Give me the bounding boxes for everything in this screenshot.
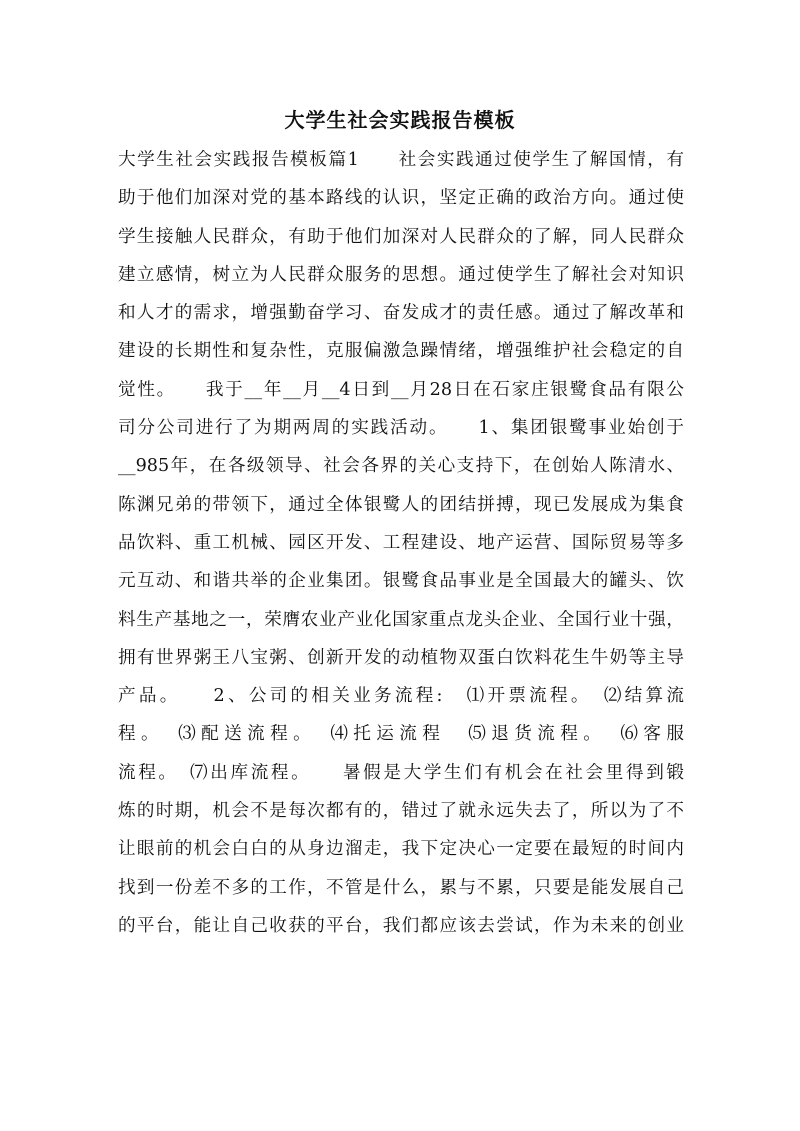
body-line: 建设的长期性和复杂性，克服偏激急躁情绪，增强维护社会稳定的自 bbox=[118, 341, 684, 362]
body-line: 炼的时期，机会不是每次都有的，错过了就永远失去了，所以为了不 bbox=[118, 801, 684, 822]
body-line: 找到一份差不多的工作，不管是什么，累与不累，只要是能发展自己 bbox=[118, 877, 684, 898]
body-line: 和人才的需求，增强勤奋学习、奋发成才的责任感。通过了解改革和 bbox=[118, 303, 684, 324]
body-line: 陈渊兄弟的带领下，通过全体银鹭人的团结拼搏，现已发展成为集食 bbox=[118, 494, 684, 515]
document-body bbox=[118, 144, 684, 948]
body-line: 助于他们加深对党的基本路线的认识，坚定正确的政治方向。通过使 bbox=[118, 188, 684, 209]
body-line: 学生接触人民群众，有助于他们加深对人民群众的了解，同人民群众 bbox=[118, 226, 684, 247]
body-line: __985年，在各级领导、社会各界的关心支持下，在创始人陈清水、 bbox=[118, 456, 684, 477]
body-line: 司分公司进行了为期两周的实践活动。 1、集团银鹭事业始创于 bbox=[118, 418, 684, 439]
body-line: 流程。 ⑺出库流程。 暑假是大学生们有机会在社会里得到锻 bbox=[118, 762, 684, 783]
body-line: 程。 ⑶配送流程。 ⑷托运流程 ⑸退货流程。 ⑹客服 bbox=[118, 724, 684, 745]
body-line: 觉性。 我于__年__月__4日到__月28日在石家庄银鹭食品有限公 bbox=[118, 379, 684, 400]
body-line: 品饮料、重工机械、园区开发、工程建设、地产运营、国际贸易等多 bbox=[118, 532, 684, 553]
body-line: 建立感情，树立为人民群众服务的思想。通过使学生了解社会对知识 bbox=[118, 264, 684, 285]
body-line: 让眼前的机会白白的从身边溜走，我下定决心一定要在最短的时间内 bbox=[118, 839, 684, 860]
body-line: 元互动、和谐共举的企业集团。银鹭食品事业是全国最大的罐头、饮 bbox=[118, 571, 684, 592]
body-line: 料生产基地之一，荣膺农业产业化国家重点龙头企业、全国行业十强， bbox=[118, 609, 684, 630]
body-line: 产品。 2、公司的相关业务流程: ⑴开票流程。 ⑵结算流 bbox=[118, 686, 684, 707]
document-title: 大学生社会实践报告模板 bbox=[284, 108, 516, 132]
body-line: 大学生社会实践报告模板篇1 社会实践通过使学生了解国情，有 bbox=[118, 150, 684, 170]
body-line: 拥有世界粥王八宝粥、创新开发的动植物双蛋白饮料花生牛奶等主导 bbox=[118, 647, 684, 668]
body-line: 的平台，能让自己收获的平台，我们都应该去尝试，作为未来的创业 bbox=[118, 915, 684, 936]
